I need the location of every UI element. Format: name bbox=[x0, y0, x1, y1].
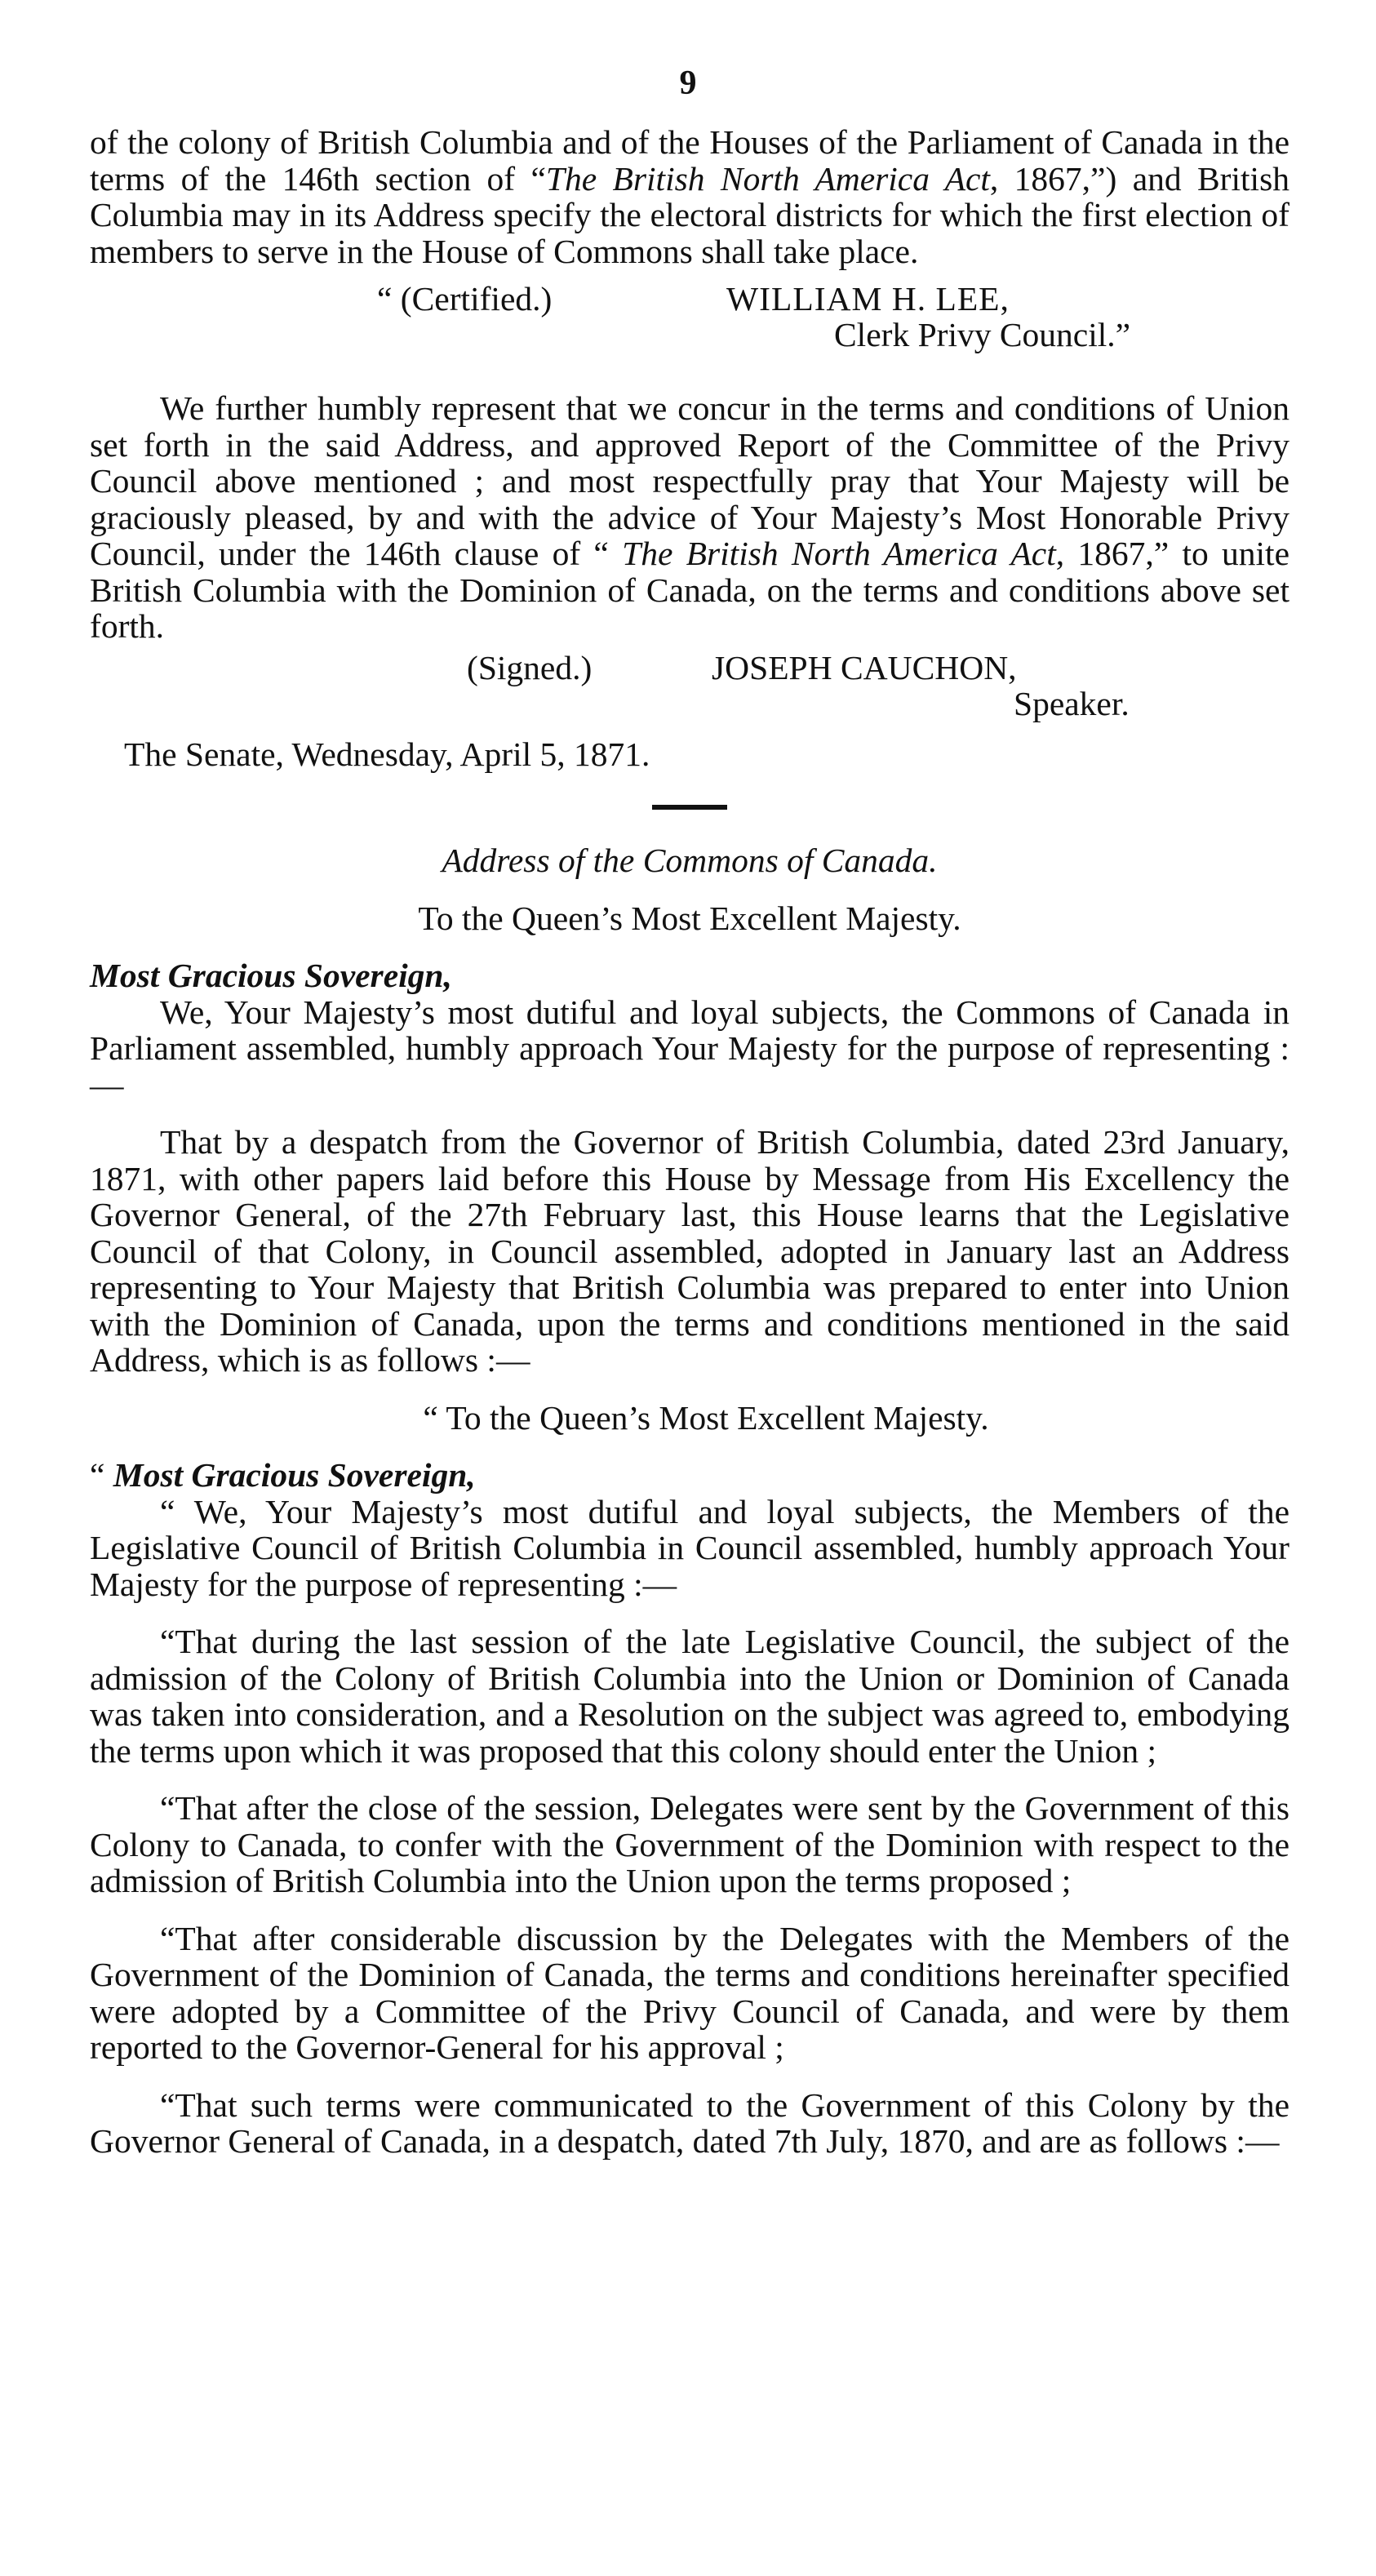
paragraph-delegates: “That after the close of the session, Delegates were sent by the Government of this Colony to Canada, to confer with the Government of the Dominion with respect to the admission of British Columbia into the Union upon the terms proposed ; bbox=[90, 1789, 1289, 1899]
certified-label: “ (Certified.) bbox=[377, 280, 553, 318]
paragraph-terms-communicated: “That such terms were communicated to the Government of this Colony by the Governor General of Canada, in a despatch, dated 7th July, 1870, and are as follows :— bbox=[90, 2085, 1289, 2160]
page-body bbox=[90, 124, 1289, 2160]
page-number: 9 bbox=[679, 64, 697, 102]
signatory-name: WILLIAM H. LEE, bbox=[726, 280, 1010, 318]
senate-date-line: The Senate, Wednesday, April 5, 1871. bbox=[124, 735, 650, 773]
paragraph-representation: We further humbly represent that we concur in the terms and conditions of Union set forth in the said Address, and approved Report of the Committee of the Privy Council above mentioned ; and most respectfully pray that Your Majesty will be graciously pleased, by and with the advice of Your Majesty’s Most Honorable Privy Council, under the 146th clause of “ The British North America Act, 1867,” to unite British Columbia with the Dominion of Canada, on the terms and conditions above set forth. bbox=[90, 389, 1289, 645]
act-title: The British North America Act bbox=[622, 535, 1056, 572]
paragraph-council-intro: “ We, Your Majesty’s most dutiful and loyal subjects, the Members of the Legislative Council of British Columbia in Council assembled, humbly approach Your Majesty for the purpose of representing :— bbox=[90, 1492, 1289, 1603]
speaker-signature bbox=[90, 646, 1289, 728]
address-recipient: To the Queen’s Most Excellent Majesty. bbox=[418, 899, 961, 937]
quoted-salutation: “ Most Gracious Sovereign, bbox=[90, 1456, 476, 1494]
paragraph-commons-intro: We, Your Majesty’s most dutiful and loyal subjects, the Commons of Canada in Parliament assembled, humbly approach Your Majesty for the purpose of representing :— bbox=[90, 993, 1289, 1104]
paragraph-discussion: “That after considerable discussion by the Delegates with the Members of the Government of the Dominion of Canada, the terms and conditions hereinafter specified were adopted by a Committee of the Privy Council of Canada, and were by them reported to the Governor-General for his approval ; bbox=[90, 1919, 1289, 2066]
certified-signature bbox=[90, 276, 1289, 358]
signed-label: (Signed.) bbox=[467, 648, 593, 686]
speaker-name: JOSEPH CAUCHON, bbox=[712, 648, 1017, 686]
section-divider bbox=[652, 805, 727, 810]
address-heading: Address of the Commons of Canada. bbox=[442, 842, 938, 879]
paragraph-despatch: That by a despatch from the Governor of British Columbia, dated 23rd January, 1871, with other papers laid before this House by Message from His Excellency the Governor General, of the 27th February last, this House learns that the Legislative Council of that Colony, in Council assembled, adopted in January last an Address representing to Your Majesty that British Columbia was prepared to enter into Union with the Dominion of Canada, upon the terms and conditions mentioned in the said Address, which is as follows :— bbox=[90, 1123, 1289, 1379]
salutation: Most Gracious Sovereign, bbox=[90, 957, 452, 994]
act-title: The British North America Act bbox=[545, 159, 990, 198]
signatory-title: Clerk Privy Council.” bbox=[834, 316, 1131, 353]
quoted-address-recipient: “ To the Queen’s Most Excellent Majesty. bbox=[423, 1398, 989, 1437]
speaker-title: Speaker. bbox=[1014, 684, 1130, 722]
paragraph-continuation: of the colony of British Columbia and of the Houses of the Parliament of Canada in the terms of the 146th section of “The British North America Act, 1867,”) and British Columbia may in its Address specify the electoral districts for which the first election of members to serve in the House of Commons shall take place. bbox=[90, 123, 1289, 270]
paragraph-last-session: “That during the last session of the late Legislative Council, the subject of the admission of the Colony of British Columbia into the Union or Dominion of Canada was taken into consideration, and a Resolution on the subject was agreed to, embodying the terms upon which it was proposed that this colony should enter the Union ; bbox=[90, 1623, 1289, 1770]
